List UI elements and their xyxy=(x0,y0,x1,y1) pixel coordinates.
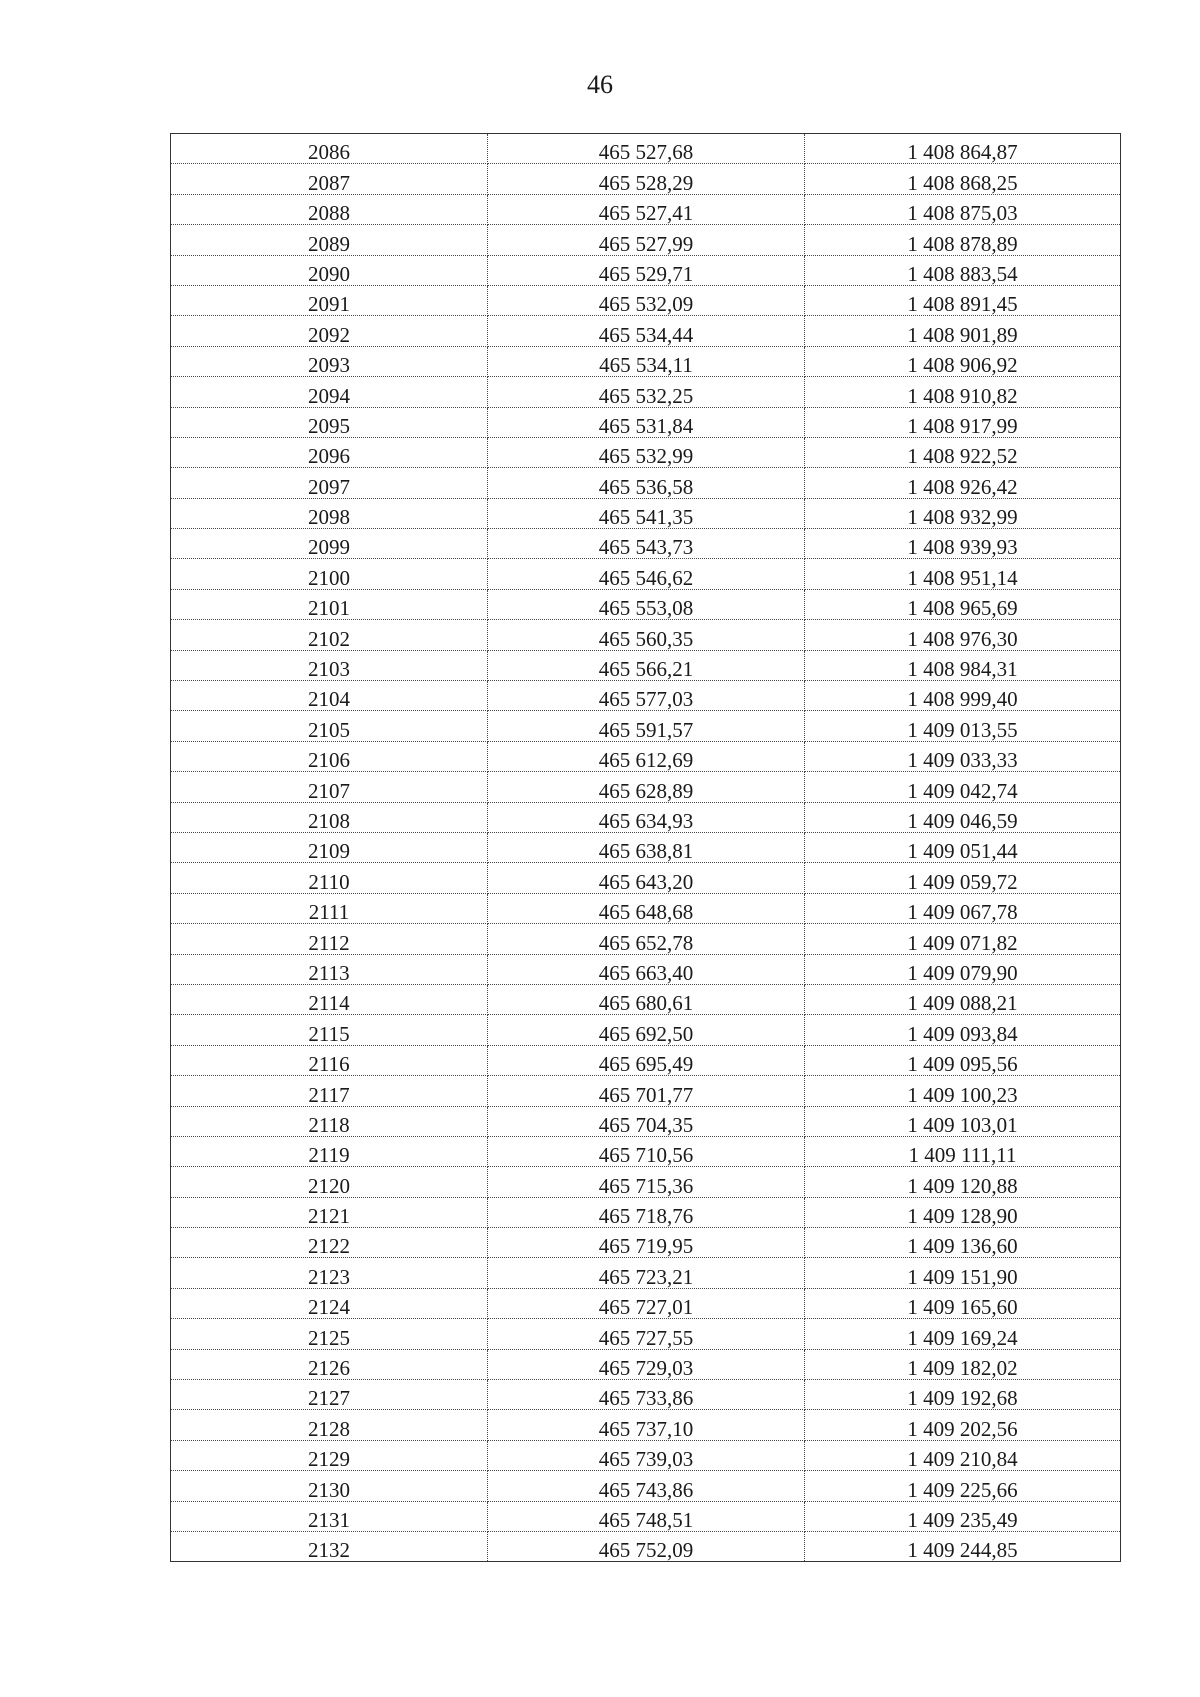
x-coordinate-cell: 465 560,35 xyxy=(488,620,805,650)
x-coordinate-cell: 465 715,36 xyxy=(488,1167,805,1197)
y-coordinate-cell: 1 408 951,14 xyxy=(805,559,1121,589)
x-coordinate-cell: 465 739,03 xyxy=(488,1440,805,1470)
x-coordinate-cell: 465 534,11 xyxy=(488,346,805,376)
table-row xyxy=(171,1228,1121,1258)
table-row xyxy=(171,1258,1121,1288)
table-row xyxy=(171,1015,1121,1045)
y-coordinate-cell: 1 408 917,99 xyxy=(805,407,1121,437)
x-coordinate-cell: 465 727,55 xyxy=(488,1319,805,1349)
point-number-cell: 2114 xyxy=(171,984,488,1014)
y-coordinate-cell: 1 409 079,90 xyxy=(805,954,1121,984)
table-row xyxy=(171,772,1121,802)
table-row xyxy=(171,924,1121,954)
x-coordinate-cell: 465 528,29 xyxy=(488,164,805,194)
y-coordinate-cell: 1 408 926,42 xyxy=(805,468,1121,498)
y-coordinate-cell: 1 408 864,87 xyxy=(805,134,1121,164)
x-coordinate-cell: 465 719,95 xyxy=(488,1228,805,1258)
y-coordinate-cell: 1 409 151,90 xyxy=(805,1258,1121,1288)
x-coordinate-cell: 465 553,08 xyxy=(488,589,805,619)
table-row xyxy=(171,741,1121,771)
x-coordinate-cell: 465 718,76 xyxy=(488,1197,805,1227)
y-coordinate-cell: 1 409 093,84 xyxy=(805,1015,1121,1045)
x-coordinate-cell: 465 737,10 xyxy=(488,1410,805,1440)
table-row xyxy=(171,437,1121,467)
y-coordinate-cell: 1 408 891,45 xyxy=(805,285,1121,315)
table-row xyxy=(171,893,1121,923)
point-number-cell: 2088 xyxy=(171,194,488,224)
table-row xyxy=(171,863,1121,893)
table-row xyxy=(171,1167,1121,1197)
table-row xyxy=(171,1349,1121,1379)
point-number-cell: 2131 xyxy=(171,1501,488,1531)
table-row xyxy=(171,1045,1121,1075)
point-number-cell: 2108 xyxy=(171,802,488,832)
point-number-cell: 2103 xyxy=(171,650,488,680)
table-row xyxy=(171,650,1121,680)
x-coordinate-cell: 465 577,03 xyxy=(488,681,805,711)
y-coordinate-cell: 1 408 965,69 xyxy=(805,589,1121,619)
x-coordinate-cell: 465 680,61 xyxy=(488,984,805,1014)
table-row xyxy=(171,1288,1121,1318)
point-number-cell: 2106 xyxy=(171,741,488,771)
y-coordinate-cell: 1 409 033,33 xyxy=(805,741,1121,771)
table-row xyxy=(171,285,1121,315)
table-row xyxy=(171,832,1121,862)
point-number-cell: 2115 xyxy=(171,1015,488,1045)
point-number-cell: 2129 xyxy=(171,1440,488,1470)
y-coordinate-cell: 1 409 165,60 xyxy=(805,1288,1121,1318)
point-number-cell: 2107 xyxy=(171,772,488,802)
table-row xyxy=(171,407,1121,437)
x-coordinate-cell: 465 695,49 xyxy=(488,1045,805,1075)
y-coordinate-cell: 1 409 042,74 xyxy=(805,772,1121,802)
x-coordinate-cell: 465 704,35 xyxy=(488,1106,805,1136)
y-coordinate-cell: 1 408 976,30 xyxy=(805,620,1121,650)
point-number-cell: 2121 xyxy=(171,1197,488,1227)
point-number-cell: 2109 xyxy=(171,832,488,862)
x-coordinate-cell: 465 701,77 xyxy=(488,1076,805,1106)
point-number-cell: 2111 xyxy=(171,893,488,923)
x-coordinate-cell: 465 634,93 xyxy=(488,802,805,832)
point-number-cell: 2127 xyxy=(171,1380,488,1410)
point-number-cell: 2118 xyxy=(171,1106,488,1136)
x-coordinate-cell: 465 723,21 xyxy=(488,1258,805,1288)
y-coordinate-cell: 1 408 910,82 xyxy=(805,377,1121,407)
y-coordinate-cell: 1 409 051,44 xyxy=(805,832,1121,862)
y-coordinate-cell: 1 409 111,11 xyxy=(805,1136,1121,1166)
table-row xyxy=(171,1076,1121,1106)
y-coordinate-cell: 1 408 932,99 xyxy=(805,498,1121,528)
y-coordinate-cell: 1 409 013,55 xyxy=(805,711,1121,741)
x-coordinate-cell: 465 710,56 xyxy=(488,1136,805,1166)
x-coordinate-cell: 465 541,35 xyxy=(488,498,805,528)
y-coordinate-cell: 1 409 046,59 xyxy=(805,802,1121,832)
coordinates-table-body xyxy=(171,134,1121,1562)
table-row xyxy=(171,1106,1121,1136)
x-coordinate-cell: 465 527,68 xyxy=(488,134,805,164)
point-number-cell: 2104 xyxy=(171,681,488,711)
table-row xyxy=(171,589,1121,619)
table-row xyxy=(171,954,1121,984)
x-coordinate-cell: 465 546,62 xyxy=(488,559,805,589)
point-number-cell: 2117 xyxy=(171,1076,488,1106)
table-row xyxy=(171,1410,1121,1440)
point-number-cell: 2097 xyxy=(171,468,488,498)
y-coordinate-cell: 1 409 225,66 xyxy=(805,1471,1121,1501)
point-number-cell: 2130 xyxy=(171,1471,488,1501)
y-coordinate-cell: 1 408 901,89 xyxy=(805,316,1121,346)
table-row xyxy=(171,468,1121,498)
coordinates-table xyxy=(170,133,1121,1562)
y-coordinate-cell: 1 409 128,90 xyxy=(805,1197,1121,1227)
x-coordinate-cell: 465 729,03 xyxy=(488,1349,805,1379)
x-coordinate-cell: 465 733,86 xyxy=(488,1380,805,1410)
point-number-cell: 2125 xyxy=(171,1319,488,1349)
x-coordinate-cell: 465 743,86 xyxy=(488,1471,805,1501)
table-row xyxy=(171,1471,1121,1501)
table-row xyxy=(171,1319,1121,1349)
y-coordinate-cell: 1 409 182,02 xyxy=(805,1349,1121,1379)
page-number: 46 xyxy=(587,70,613,99)
point-number-cell: 2102 xyxy=(171,620,488,650)
point-number-cell: 2132 xyxy=(171,1531,488,1561)
point-number-cell: 2086 xyxy=(171,134,488,164)
table-row xyxy=(171,1501,1121,1531)
point-number-cell: 2098 xyxy=(171,498,488,528)
x-coordinate-cell: 465 727,01 xyxy=(488,1288,805,1318)
table-row xyxy=(171,1380,1121,1410)
table-row xyxy=(171,225,1121,255)
point-number-cell: 2123 xyxy=(171,1258,488,1288)
x-coordinate-cell: 465 648,68 xyxy=(488,893,805,923)
point-number-cell: 2099 xyxy=(171,529,488,559)
point-number-cell: 2128 xyxy=(171,1410,488,1440)
table-row xyxy=(171,802,1121,832)
y-coordinate-cell: 1 408 878,89 xyxy=(805,225,1121,255)
y-coordinate-cell: 1 408 939,93 xyxy=(805,529,1121,559)
table-row xyxy=(171,711,1121,741)
point-number-cell: 2087 xyxy=(171,164,488,194)
table-row xyxy=(171,134,1121,164)
x-coordinate-cell: 465 638,81 xyxy=(488,832,805,862)
point-number-cell: 2094 xyxy=(171,377,488,407)
table-row xyxy=(171,498,1121,528)
table-row xyxy=(171,377,1121,407)
table-row xyxy=(171,1531,1121,1561)
point-number-cell: 2091 xyxy=(171,285,488,315)
table-row xyxy=(171,529,1121,559)
point-number-cell: 2096 xyxy=(171,437,488,467)
x-coordinate-cell: 465 566,21 xyxy=(488,650,805,680)
y-coordinate-cell: 1 408 868,25 xyxy=(805,164,1121,194)
table-row xyxy=(171,1440,1121,1470)
x-coordinate-cell: 465 663,40 xyxy=(488,954,805,984)
table-row xyxy=(171,1197,1121,1227)
point-number-cell: 2113 xyxy=(171,954,488,984)
x-coordinate-cell: 465 543,73 xyxy=(488,529,805,559)
point-number-cell: 2126 xyxy=(171,1349,488,1379)
x-coordinate-cell: 465 534,44 xyxy=(488,316,805,346)
x-coordinate-cell: 465 643,20 xyxy=(488,863,805,893)
y-coordinate-cell: 1 408 883,54 xyxy=(805,255,1121,285)
point-number-cell: 2100 xyxy=(171,559,488,589)
table-row xyxy=(171,346,1121,376)
y-coordinate-cell: 1 409 244,85 xyxy=(805,1531,1121,1561)
table-row xyxy=(171,316,1121,346)
y-coordinate-cell: 1 409 136,60 xyxy=(805,1228,1121,1258)
point-number-cell: 2110 xyxy=(171,863,488,893)
x-coordinate-cell: 465 531,84 xyxy=(488,407,805,437)
y-coordinate-cell: 1 409 100,23 xyxy=(805,1076,1121,1106)
table-row xyxy=(171,559,1121,589)
y-coordinate-cell: 1 409 059,72 xyxy=(805,863,1121,893)
y-coordinate-cell: 1 409 235,49 xyxy=(805,1501,1121,1531)
y-coordinate-cell: 1 408 984,31 xyxy=(805,650,1121,680)
y-coordinate-cell: 1 408 906,92 xyxy=(805,346,1121,376)
x-coordinate-cell: 465 532,09 xyxy=(488,285,805,315)
x-coordinate-cell: 465 628,89 xyxy=(488,772,805,802)
y-coordinate-cell: 1 409 088,21 xyxy=(805,984,1121,1014)
point-number-cell: 2093 xyxy=(171,346,488,376)
x-coordinate-cell: 465 532,25 xyxy=(488,377,805,407)
y-coordinate-cell: 1 408 999,40 xyxy=(805,681,1121,711)
point-number-cell: 2124 xyxy=(171,1288,488,1318)
y-coordinate-cell: 1 408 875,03 xyxy=(805,194,1121,224)
y-coordinate-cell: 1 409 202,56 xyxy=(805,1410,1121,1440)
y-coordinate-cell: 1 409 210,84 xyxy=(805,1440,1121,1470)
point-number-cell: 2122 xyxy=(171,1228,488,1258)
point-number-cell: 2105 xyxy=(171,711,488,741)
y-coordinate-cell: 1 409 067,78 xyxy=(805,893,1121,923)
table-row xyxy=(171,620,1121,650)
x-coordinate-cell: 465 748,51 xyxy=(488,1501,805,1531)
point-number-cell: 2089 xyxy=(171,225,488,255)
table-row xyxy=(171,1136,1121,1166)
x-coordinate-cell: 465 527,41 xyxy=(488,194,805,224)
point-number-cell: 2101 xyxy=(171,589,488,619)
table-row xyxy=(171,255,1121,285)
x-coordinate-cell: 465 532,99 xyxy=(488,437,805,467)
point-number-cell: 2112 xyxy=(171,924,488,954)
y-coordinate-cell: 1 408 922,52 xyxy=(805,437,1121,467)
x-coordinate-cell: 465 652,78 xyxy=(488,924,805,954)
point-number-cell: 2092 xyxy=(171,316,488,346)
point-number-cell: 2090 xyxy=(171,255,488,285)
x-coordinate-cell: 465 529,71 xyxy=(488,255,805,285)
table-row xyxy=(171,194,1121,224)
x-coordinate-cell: 465 536,58 xyxy=(488,468,805,498)
point-number-cell: 2095 xyxy=(171,407,488,437)
y-coordinate-cell: 1 409 071,82 xyxy=(805,924,1121,954)
y-coordinate-cell: 1 409 120,88 xyxy=(805,1167,1121,1197)
table-row xyxy=(171,984,1121,1014)
x-coordinate-cell: 465 692,50 xyxy=(488,1015,805,1045)
y-coordinate-cell: 1 409 103,01 xyxy=(805,1106,1121,1136)
point-number-cell: 2120 xyxy=(171,1167,488,1197)
x-coordinate-cell: 465 612,69 xyxy=(488,741,805,771)
y-coordinate-cell: 1 409 095,56 xyxy=(805,1045,1121,1075)
point-number-cell: 2119 xyxy=(171,1136,488,1166)
x-coordinate-cell: 465 527,99 xyxy=(488,225,805,255)
point-number-cell: 2116 xyxy=(171,1045,488,1075)
x-coordinate-cell: 465 591,57 xyxy=(488,711,805,741)
y-coordinate-cell: 1 409 169,24 xyxy=(805,1319,1121,1349)
y-coordinate-cell: 1 409 192,68 xyxy=(805,1380,1121,1410)
x-coordinate-cell: 465 752,09 xyxy=(488,1531,805,1561)
table-row xyxy=(171,681,1121,711)
table-row xyxy=(171,164,1121,194)
